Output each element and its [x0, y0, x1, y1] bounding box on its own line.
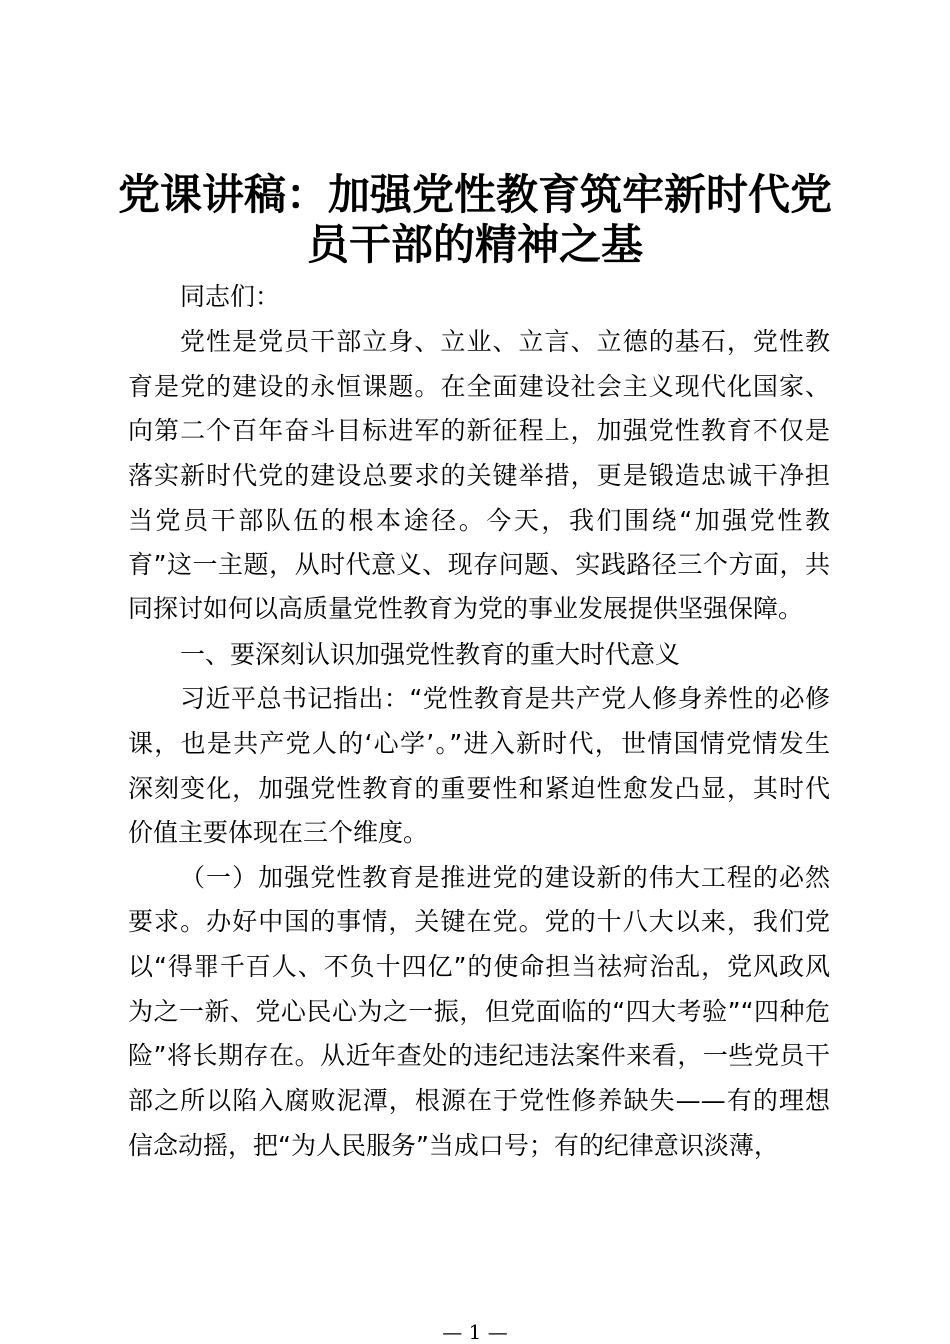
text-line: 同志们： [180, 282, 281, 311]
text-line: 党性是党员干部立身、立业、立言、立德的基石，党性教 [180, 327, 830, 356]
text-line: 以“得罪千百人、不负十四亿”的使命担当祛疴治乱，党风政风 [128, 952, 830, 981]
text-line: （一）加强党性教育是推进党的建设新的伟大工程的必然 [180, 863, 830, 892]
text-line: 落实新时代党的建设总要求的关键举措，更是锻造忠诚干净担 [128, 461, 830, 490]
text-line: 育”这一主题，从时代意义、现存问题、实践路径三个方面，共 [128, 550, 830, 579]
text-line: 险”将长期存在。从近年查处的违纪违法案件来看，一些党员干 [128, 1041, 830, 1070]
text-line: 育是党的建设的永恒课题。在全面建设社会主义现代化国家、 [128, 372, 830, 401]
text-line: 同探讨如何以高质量党性教育为党的事业发展提供坚强保障。 [128, 594, 804, 623]
text-line: 习近平总书记指出：“党性教育是共产党人修身养性的必修 [180, 684, 830, 713]
text-line: 一、要深刻认识加强党性教育的重大时代意义 [180, 640, 681, 669]
document-title-line-2: 员干部的精神之基 [306, 220, 643, 269]
text-line: 部之所以陷入腐败泥潭，根源在于党性修养缺失——有的理想 [128, 1086, 830, 1115]
text-line: 向第二个百年奋斗目标进军的新征程上，加强党性教育不仅是 [128, 416, 830, 445]
text-line: 信念动摇，把“为人民服务”当成口号；有的纪律意识淡薄， [128, 1131, 779, 1160]
text-line: 课，也是共产党人的‘心学’。”进入新时代，世情国情党情发生 [128, 729, 830, 758]
document-title-line-1: 党课讲稿：加强党性教育筑牢新时代党 [117, 170, 832, 219]
text-line: 要求。办好中国的事情，关键在党。党的十八大以来，我们党 [128, 907, 830, 936]
page-number: — 1 — [442, 1320, 508, 1344]
text-line: 为之一新、党心民心为之一振，但党面临的“四大考验”“四种危 [128, 997, 830, 1026]
text-line: 价值主要体现在三个维度。 [128, 818, 429, 847]
text-line: 当党员干部队伍的根本途径。今天，我们围绕“加强党性教 [128, 506, 830, 535]
text-line: 深刻变化，加强党性教育的重要性和紧迫性愈发凸显，其时代 [128, 774, 830, 803]
